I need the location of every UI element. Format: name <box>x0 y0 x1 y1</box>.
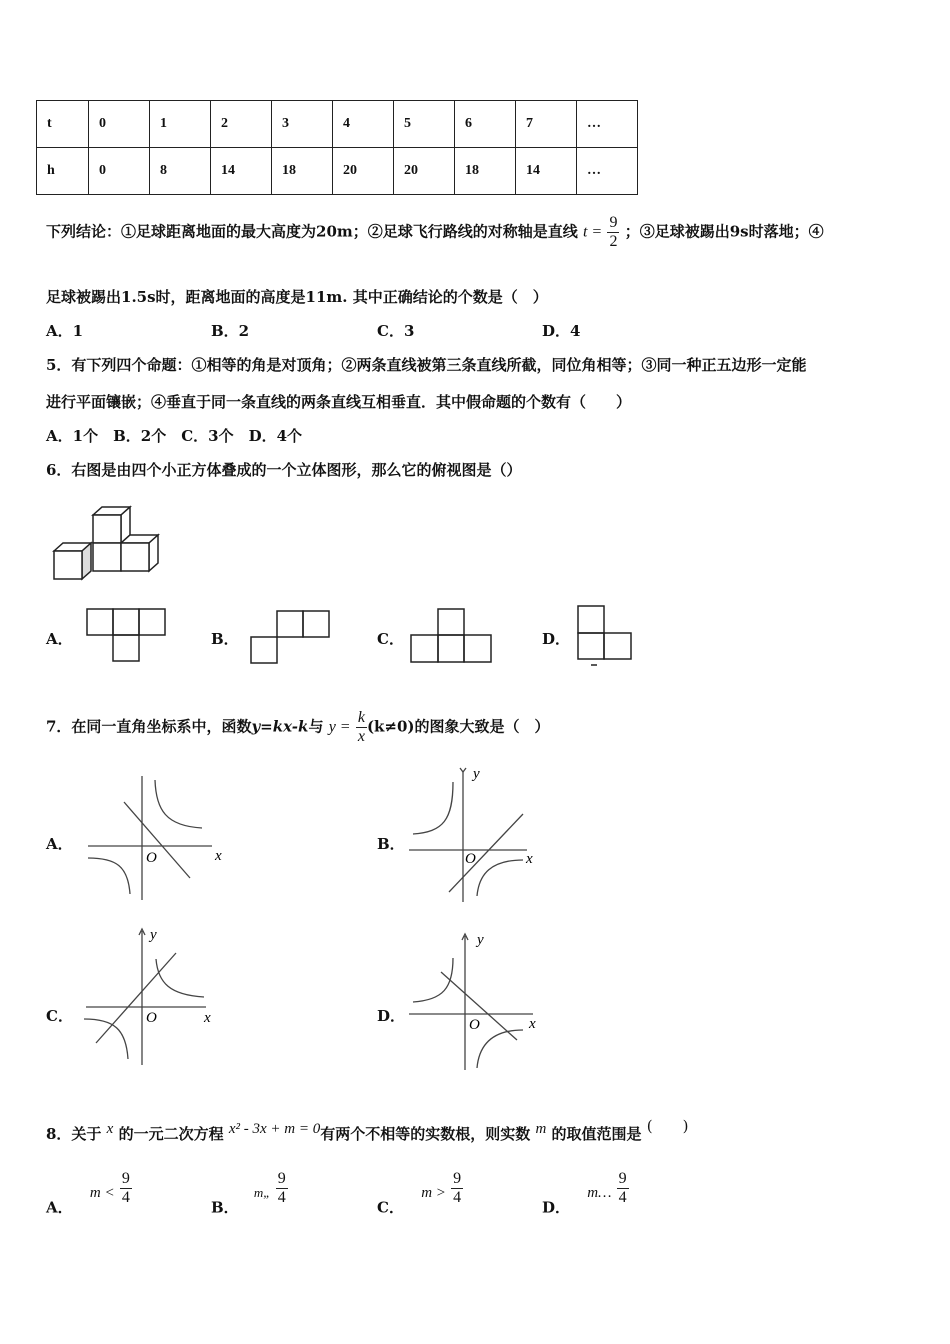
axis-x-label: x <box>215 848 222 864</box>
table-cell: 5 <box>394 101 455 148</box>
table-cell: 18 <box>272 148 333 195</box>
q4-frac-den: 2 <box>609 233 618 250</box>
table-cell: 2 <box>211 101 272 148</box>
axis-x-label: x <box>529 1016 536 1032</box>
q8-question <box>46 1115 689 1144</box>
option-fraction <box>451 1170 463 1207</box>
option-fraction <box>617 1170 629 1207</box>
q5-line1: 5．有下列四个命题：①相等的角是对顶角；②两条直线被第三条直线所截，同位角相等；③同一种正五边形一定能 <box>46 356 807 374</box>
table-cell: 1 <box>150 101 211 148</box>
axis-x-label: x <box>204 1010 211 1026</box>
q4-option-d: D．4 <box>542 322 581 340</box>
axis-y-label: y <box>477 932 484 948</box>
q8-var-m: m <box>535 1121 547 1137</box>
axis-y-label: y <box>473 766 480 782</box>
frac-num: 9 <box>618 1170 627 1187</box>
frac-den: 4 <box>277 1189 286 1206</box>
q8-text-post: 的取值范围是 <box>551 1125 642 1143</box>
q6-question: 6．右图是由四个小正方体叠成的一个立体图形，那么它的俯视图是（） <box>46 461 522 479</box>
option-fraction <box>276 1170 288 1207</box>
option-relation: m > <box>421 1184 446 1201</box>
table-cell: 0 <box>89 101 150 148</box>
option-label: B． <box>211 1198 239 1217</box>
q7-text-post: 的图象大致是（ ） <box>414 717 550 736</box>
table-cell: 3 <box>272 101 333 148</box>
q4-text-post: ；③足球被踢出9s时落地；④ <box>624 222 824 241</box>
cube-stack-figure <box>50 505 170 587</box>
axis-x-label: x <box>526 851 533 867</box>
q7-graph-c <box>80 925 230 1070</box>
frac-den: 4 <box>453 1189 462 1206</box>
q7-frac-den: x <box>357 728 365 745</box>
q8-option-b <box>211 1170 288 1218</box>
q4-option-b: B．2 <box>211 322 250 340</box>
q4-line2: 足球被踢出1.5s时，距离地面的高度是11m. 其中正确结论的个数是（ ） <box>46 288 548 306</box>
q6-option-d-figure <box>577 605 635 667</box>
q7-label-d: D． <box>377 1007 406 1025</box>
q6-label-a: A． <box>46 630 73 648</box>
table-cell: 20 <box>394 148 455 195</box>
table-cell: … <box>577 101 638 148</box>
q4-frac-num: 9 <box>609 214 618 231</box>
q7-text-mid: 与 <box>308 717 324 736</box>
q7-graph-a <box>80 770 230 905</box>
option-relation: m < <box>89 1184 115 1201</box>
table-cell: 4 <box>333 101 394 148</box>
q7-label-b: B． <box>377 835 405 853</box>
option-relation: m… <box>587 1184 612 1201</box>
q8-paren: ( ) <box>646 1117 689 1135</box>
q5-options: A．1个 B．2个 C．3个 D．4个 <box>46 427 303 445</box>
option-label: C． <box>377 1198 404 1217</box>
origin-label: O <box>465 851 476 867</box>
q7-graph-b <box>405 762 555 907</box>
q8-option-d <box>542 1170 629 1218</box>
q7-fraction <box>356 709 367 746</box>
q5-line2: 进行平面镶嵌；④垂直于同一条直线的两条直线互相垂直．其中假命题的个数有（ ） <box>46 393 632 411</box>
origin-label: O <box>146 850 157 866</box>
q7-label-c: C． <box>46 1007 73 1025</box>
option-label: D． <box>542 1198 571 1217</box>
q4-line1 <box>46 214 824 251</box>
table-cell: 20 <box>333 148 394 195</box>
option-fraction <box>120 1170 132 1207</box>
frac-den: 4 <box>618 1189 627 1206</box>
q8-text-mid1: 的一元二次方程 <box>118 1125 224 1143</box>
origin-label: O <box>146 1010 157 1026</box>
frac-num: 9 <box>453 1170 462 1187</box>
table-cell: 18 <box>455 148 516 195</box>
q8-text: 8．关于 <box>46 1125 102 1143</box>
q4-eq-lhs: t = <box>582 223 603 241</box>
q6-label-d: D． <box>542 630 571 648</box>
frac-num: 9 <box>277 1170 286 1187</box>
frac-den: 4 <box>121 1189 130 1206</box>
q7-question <box>46 709 550 746</box>
table-cell: 0 <box>89 148 150 195</box>
axis-y-label: y <box>150 927 157 943</box>
table-cell: t <box>37 101 89 148</box>
table-cell: … <box>577 148 638 195</box>
q4-option-c: C．3 <box>377 322 415 340</box>
frac-num: 9 <box>121 1170 130 1187</box>
q7-text: 7．在同一直角坐标系中，函数 <box>46 717 252 736</box>
q4-fraction <box>607 214 619 251</box>
table-row <box>37 101 638 148</box>
option-label: A． <box>46 1198 73 1217</box>
table-cell: 8 <box>150 148 211 195</box>
q4-text: 下列结论：①足球距离地面的最大高度为20m；②足球飞行路线的对称轴是直线 <box>46 222 578 241</box>
q4-option-a: A．1 <box>46 322 84 340</box>
q6-label-c: C． <box>377 630 404 648</box>
table-cell: h <box>37 148 89 195</box>
q6-option-c-figure <box>410 608 494 664</box>
q7-linear-function: y=kx-k <box>251 717 309 736</box>
table-row <box>37 148 638 195</box>
q7-graph-d <box>405 928 555 1073</box>
q7-label-a: A． <box>46 835 73 853</box>
q8-option-a <box>46 1170 132 1218</box>
q6-option-b-figure <box>250 610 332 664</box>
table-cell: 14 <box>211 148 272 195</box>
q6-option-a-figure <box>86 608 168 662</box>
q7-y-eq: y = <box>328 718 351 736</box>
table-cell: 7 <box>516 101 577 148</box>
q8-text-mid2: 有两个不相等的实数根，则实数 <box>320 1125 531 1143</box>
q8-equation: x² - 3x + m = 0 <box>228 1121 321 1137</box>
t-h-table <box>36 100 638 195</box>
origin-label: O <box>469 1017 480 1033</box>
q7-condition: (k≠0) <box>366 717 415 736</box>
q8-option-c <box>377 1170 463 1218</box>
q6-label-b: B． <box>211 630 239 648</box>
table-cell: 6 <box>455 101 516 148</box>
table-cell: 14 <box>516 148 577 195</box>
q8-var-x: x <box>106 1121 114 1137</box>
option-relation: m„ <box>253 1184 271 1200</box>
q7-frac-num: k <box>357 709 365 726</box>
